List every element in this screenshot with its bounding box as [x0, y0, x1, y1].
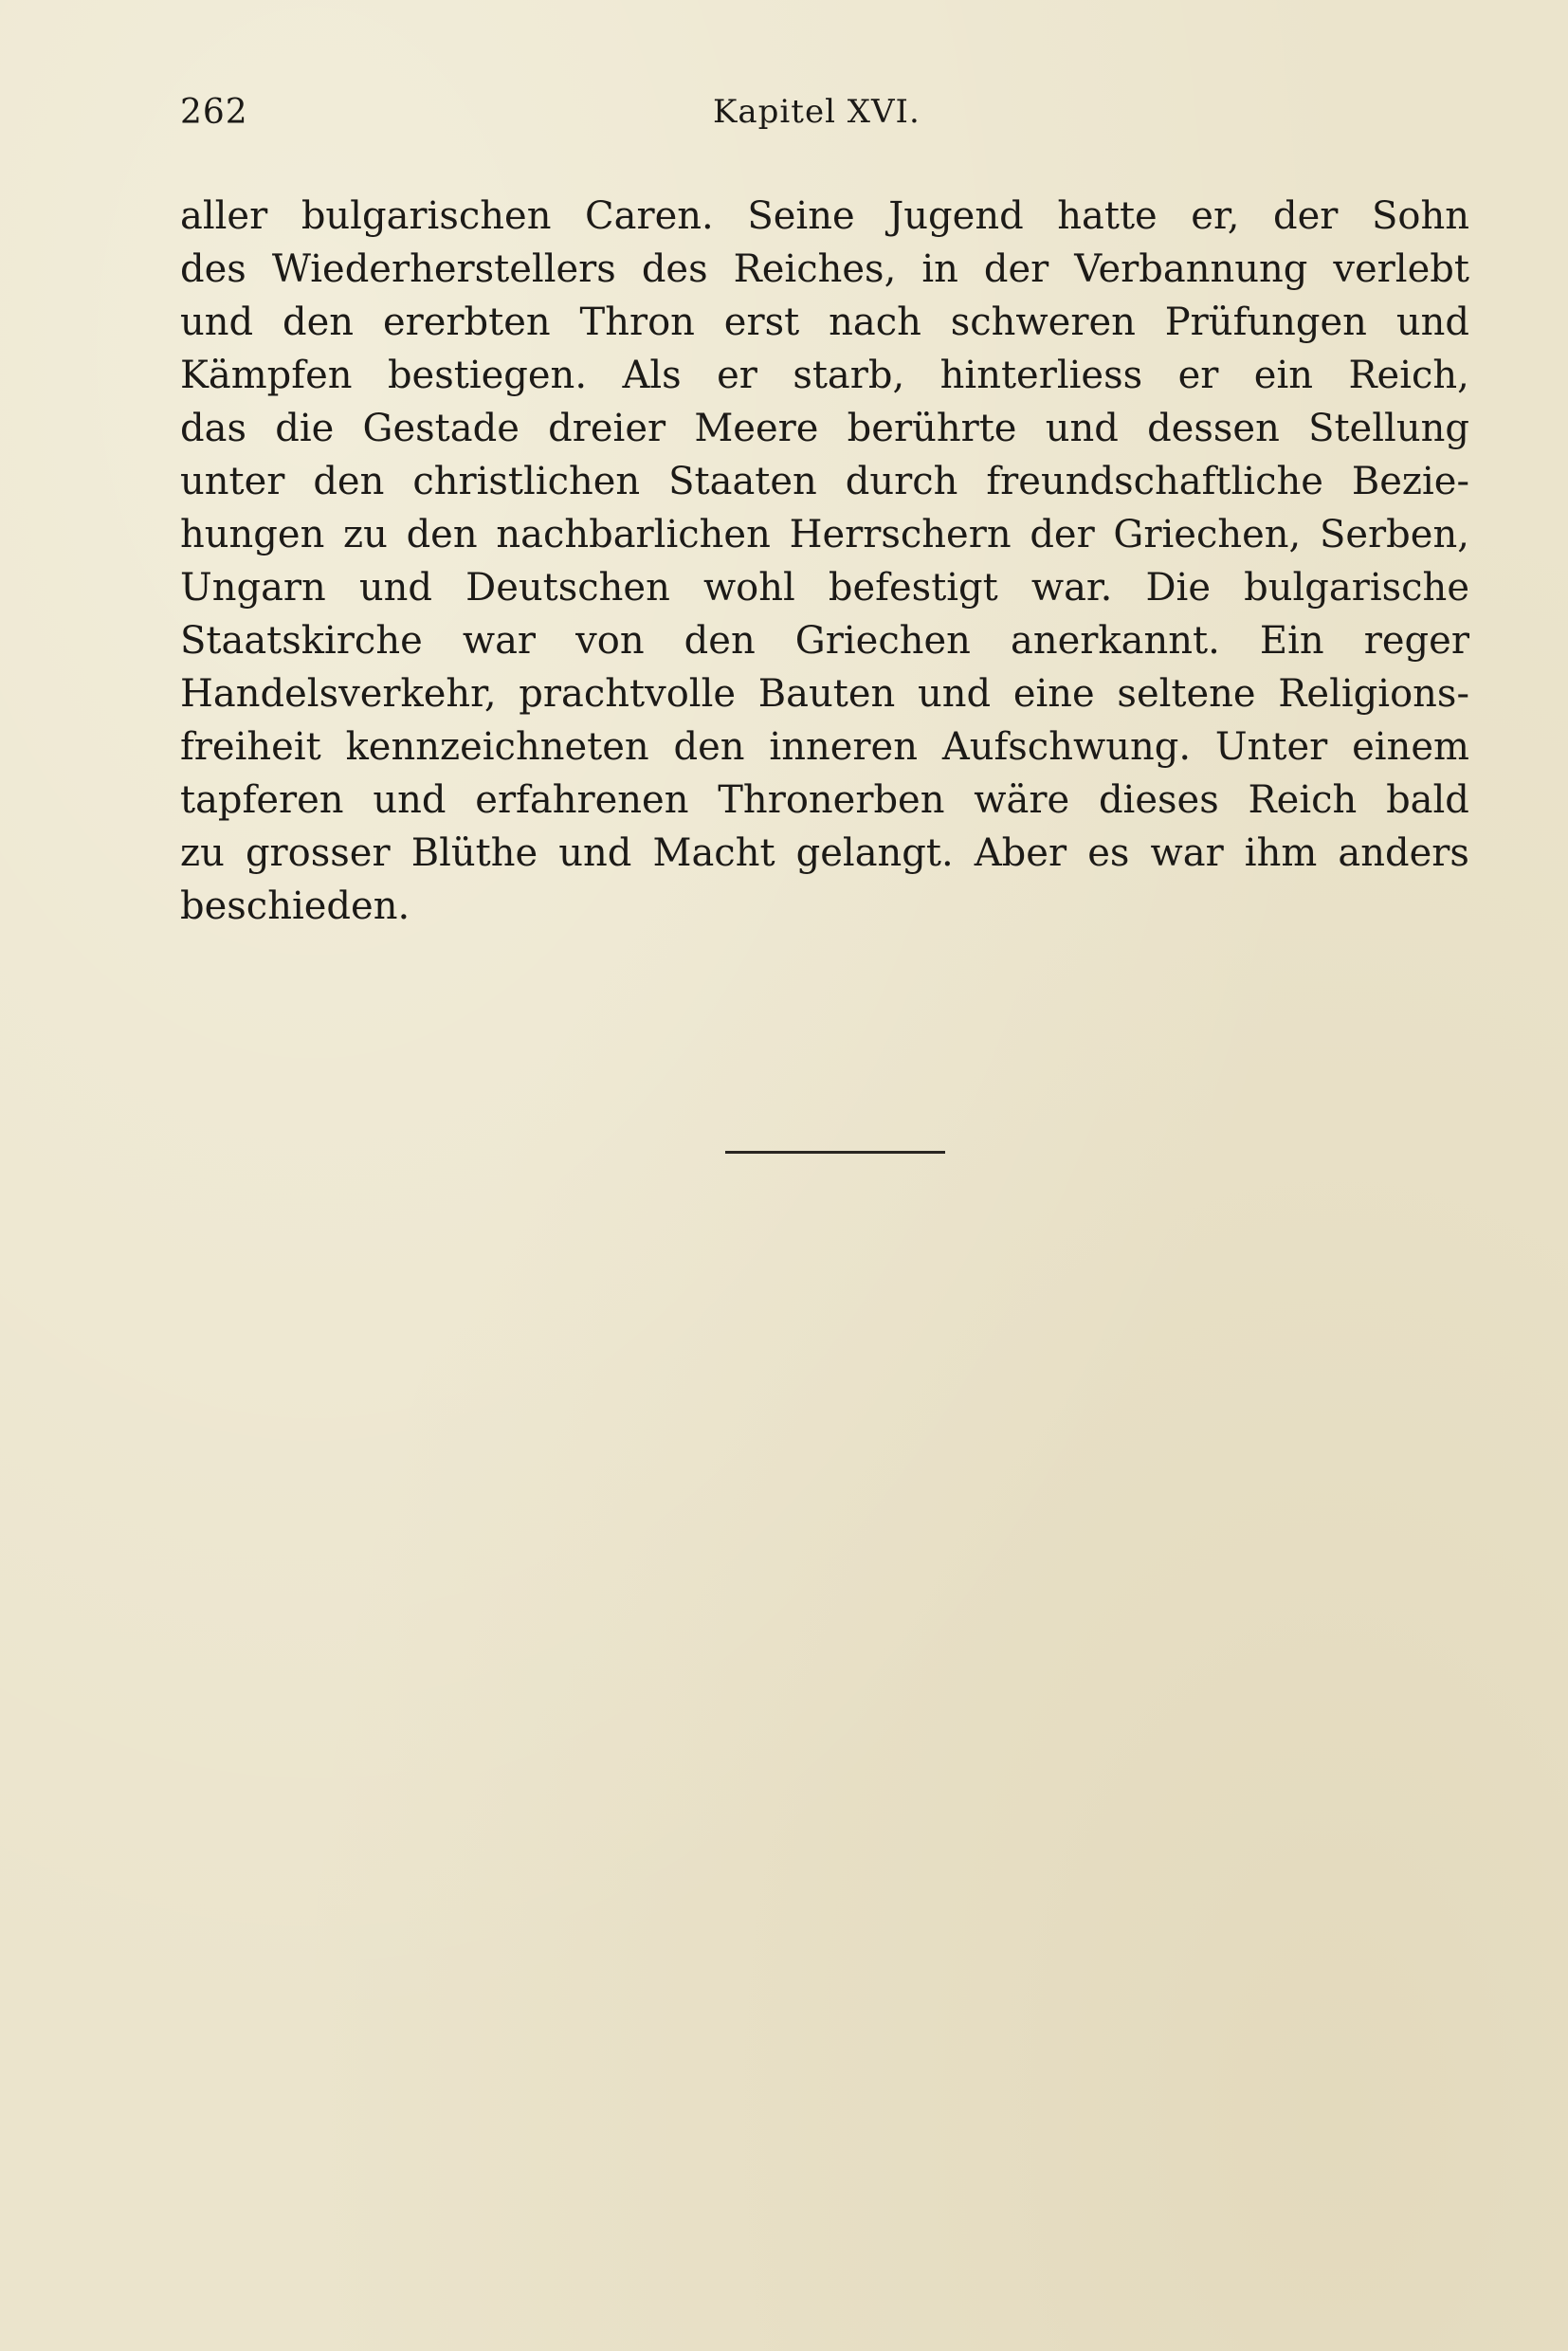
word: er, — [1191, 194, 1240, 238]
word: Reiches, — [733, 247, 897, 291]
word: wohl — [702, 566, 795, 610]
word: unter — [180, 460, 285, 503]
word: Bezie- — [1351, 460, 1469, 503]
text-line — [180, 667, 1469, 720]
word: Wiederherstellers — [271, 247, 616, 291]
word: Serben, — [1319, 513, 1469, 556]
word: und — [917, 672, 992, 716]
word: reger — [1363, 619, 1469, 663]
word: prachtvolle — [519, 672, 737, 716]
word: des — [180, 247, 246, 291]
word: durch — [845, 460, 958, 503]
word: Meere — [694, 407, 819, 450]
word: Blüthe — [410, 831, 538, 875]
word: tapferen — [180, 778, 344, 822]
word: des — [641, 247, 708, 291]
word: befestigt — [828, 566, 998, 610]
word: beschieden. — [180, 884, 410, 928]
word: Unter — [1214, 725, 1328, 769]
word: Stellung — [1308, 407, 1469, 450]
word: in — [921, 247, 958, 291]
text-line — [180, 720, 1469, 774]
word: christlichen — [412, 460, 641, 503]
word: der — [1030, 513, 1095, 556]
word: freundschaftliche — [986, 460, 1323, 503]
word: war. — [1030, 566, 1113, 610]
text-line — [180, 296, 1469, 349]
text-line — [180, 508, 1469, 561]
word: bulgarische — [1244, 566, 1469, 610]
word: grosser — [245, 831, 391, 875]
word: und — [373, 778, 447, 822]
word: ererbten — [382, 301, 551, 344]
text-line — [180, 880, 1469, 933]
word: der — [983, 247, 1049, 291]
word: freiheit — [180, 725, 321, 769]
word: nachbarlichen — [496, 513, 771, 556]
word: Gestade — [362, 407, 520, 450]
word: Seine — [747, 194, 855, 238]
section-end-rule — [725, 1151, 945, 1154]
word: erst — [723, 301, 800, 344]
word: den — [313, 460, 385, 503]
body-paragraph — [180, 190, 1469, 933]
word: den — [406, 513, 478, 556]
word: Griechen — [794, 619, 971, 663]
word: erfahrenen — [475, 778, 689, 822]
word: Aber — [974, 831, 1067, 875]
word: dessen — [1147, 407, 1280, 450]
word: hatte — [1057, 194, 1158, 238]
word: Macht — [652, 831, 775, 875]
word: bulgarischen — [301, 194, 552, 238]
word: den — [684, 619, 756, 663]
text-line — [180, 190, 1469, 243]
word: war — [462, 619, 537, 663]
word: Staatskirche — [180, 619, 423, 663]
word: Herrschern — [789, 513, 1012, 556]
word: Bauten — [757, 672, 896, 716]
word: Thron — [579, 301, 695, 344]
word: gelangt. — [795, 831, 954, 875]
text-line — [180, 561, 1469, 614]
word: Jugend — [888, 194, 1024, 238]
running-head: Kapitel XVI. — [713, 93, 921, 131]
word: zu — [180, 831, 225, 875]
word: schweren — [950, 301, 1136, 344]
word: und — [558, 831, 632, 875]
word: Prüfungen — [1164, 301, 1367, 344]
word: Staaten — [668, 460, 817, 503]
word: und — [358, 566, 433, 610]
word: anerkannt. — [1011, 619, 1220, 663]
word: den — [283, 301, 355, 344]
word: hinterliess — [939, 354, 1143, 397]
word: den — [673, 725, 745, 769]
text-line — [180, 827, 1469, 880]
word: Ungarn — [180, 566, 326, 610]
word: das — [180, 407, 246, 450]
word: starb, — [793, 354, 905, 397]
word: Caren. — [585, 194, 714, 238]
word: Als — [622, 354, 682, 397]
word: nach — [829, 301, 921, 344]
word: war — [1150, 831, 1224, 875]
word: verlebt — [1333, 247, 1469, 291]
word: der — [1273, 194, 1339, 238]
word: Aufschwung. — [941, 725, 1192, 769]
word: Handelsverkehr, — [180, 672, 497, 716]
word: und — [1045, 407, 1119, 450]
word: ihm — [1244, 831, 1318, 875]
word: und — [180, 301, 254, 344]
word: er — [717, 354, 757, 397]
word: inneren — [769, 725, 918, 769]
word: anders — [1338, 831, 1469, 875]
word: Kämpfen — [180, 354, 353, 397]
word: Sohn — [1371, 194, 1469, 238]
word: er — [1177, 354, 1219, 397]
word: dieses — [1098, 778, 1219, 822]
text-line — [180, 402, 1469, 455]
word: ein — [1253, 354, 1314, 397]
word: zu — [343, 513, 388, 556]
word: seltene — [1117, 672, 1256, 716]
word: Deutschen — [465, 566, 670, 610]
word: einem — [1352, 725, 1469, 769]
word: berührte — [847, 407, 1017, 450]
word: Ein — [1259, 619, 1324, 663]
word: Reich — [1248, 778, 1358, 822]
word: Reich, — [1348, 354, 1469, 397]
word: Die — [1145, 566, 1211, 610]
word: wäre — [974, 778, 1070, 822]
text-line — [180, 774, 1469, 827]
text-line — [180, 455, 1469, 508]
word: bald — [1386, 778, 1469, 822]
text-line — [180, 614, 1469, 667]
word: Griechen, — [1113, 513, 1302, 556]
word: hungen — [180, 513, 325, 556]
word: von — [575, 619, 645, 663]
word: und — [1395, 301, 1469, 344]
page-number: 262 — [180, 93, 248, 132]
word: die — [275, 407, 335, 450]
word: Verbannung — [1074, 247, 1308, 291]
word: Thronerben — [718, 778, 945, 822]
word: dreier — [548, 407, 666, 450]
word: eine — [1012, 672, 1095, 716]
text-line — [180, 243, 1469, 296]
word: bestiegen. — [387, 354, 588, 397]
word: Religions- — [1278, 672, 1469, 716]
word: kennzeichneten — [345, 725, 649, 769]
text-line — [180, 349, 1469, 402]
word: aller — [180, 194, 268, 238]
word: es — [1087, 831, 1130, 875]
